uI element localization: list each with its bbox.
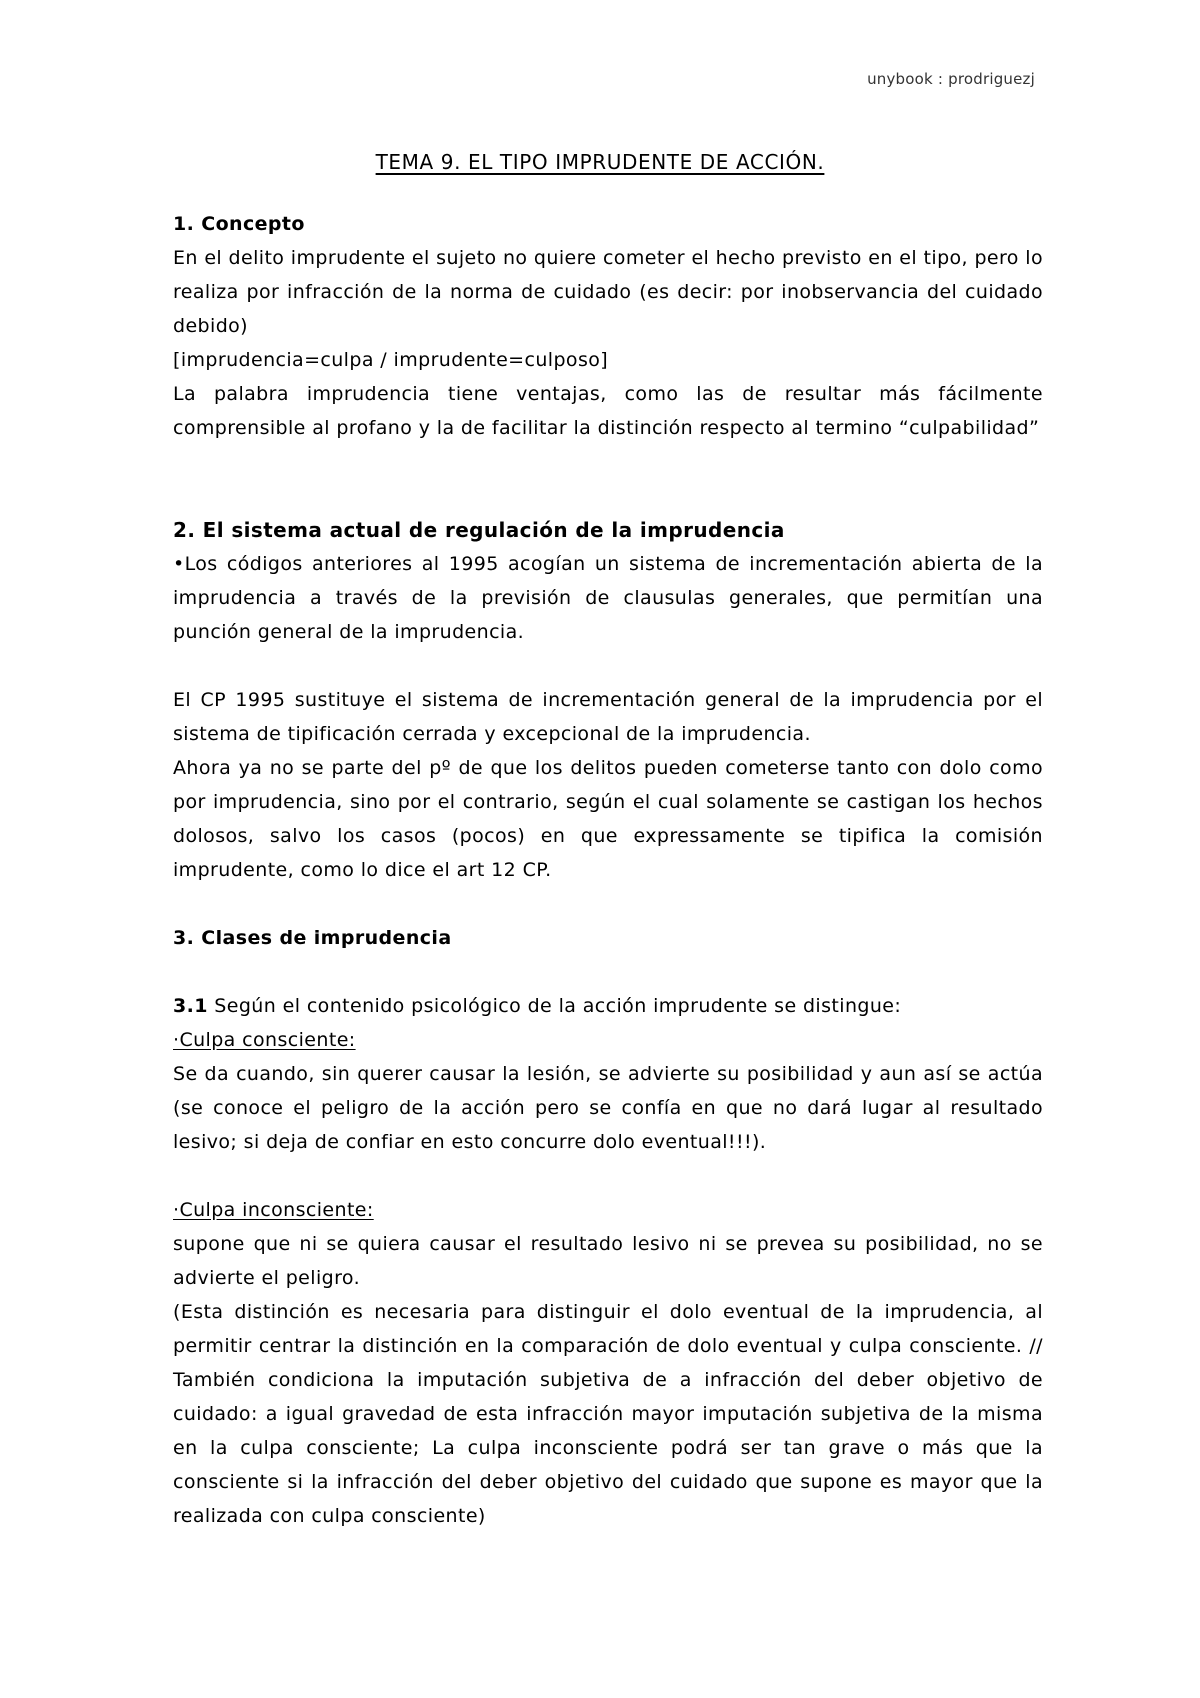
culpa-consciente-label-text: ·Culpa consciente: (173, 1029, 356, 1051)
document-body (173, 207, 1043, 1533)
section-heading-sistema: 2. El sistema actual de regulación de la imprudencia (173, 518, 785, 542)
paragraph: supone que ni se quiera causar el resultado lesivo ni se prevea su posibilidad, no se advierte el peligro. (173, 1233, 1043, 1289)
uploader-label: unybook : prodriguezj (867, 70, 1035, 88)
paragraph: •Los códigos anteriores al 1995 acogían un sistema de incrementación abierta de la imprudencia a través de la previsión de clausulas generales, que permitían una punción general de la imprudencia. (173, 553, 1043, 643)
paragraph: Ahora ya no se parte del pº de que los delitos pueden cometerse tanto con dolo como por imprudencia, sino por el contrario, según el cual solamente se castigan los hechos dolosos, salvo los casos (pocos) en que expressamente se tipifica la comisión imprudente, como lo dice el art 12 CP. (173, 757, 1043, 881)
culpa-inconsciente-label (173, 1193, 1043, 1227)
culpa-consciente-label (173, 1023, 1043, 1057)
section-heading-concepto: 1. Concepto (173, 213, 305, 235)
spacer (173, 1159, 1043, 1193)
paragraph: La palabra imprudencia tiene ventajas, como las de resultar más fácilmente comprensible al profano y la de facilitar la distinción respecto al termino “culpabilidad” (173, 383, 1043, 439)
document-title: TEMA 9. EL TIPO IMPRUDENTE DE ACCIÓN. (375, 150, 825, 174)
paragraph: El CP 1995 sustituye el sistema de incrementación general de la imprudencia por el sistema de tipificación cerrada y excepcional de la imprudencia. (173, 689, 1043, 745)
spacer (173, 887, 1043, 921)
section-heading-clases: 3. Clases de imprudencia (173, 927, 452, 949)
spacer (173, 955, 1043, 989)
subsection-number: 3.1 (173, 995, 208, 1017)
paragraph: En el delito imprudente el sujeto no quiere cometer el hecho previsto en el tipo, pero lo realiza por infracción de la norma de cuidado (es decir: por inobservancia del cuidado debido) (173, 247, 1043, 337)
paragraph: [imprudencia=culpa / imprudente=culposo] (173, 349, 609, 371)
paragraph: Se da cuando, sin querer causar la lesión, se advierte su posibilidad y aun así se actúa (se conoce el peligro de la acción pero se confía en que no dará lugar al resultado lesivo; si deja de confiar en esto concurre dolo eventual!!!). (173, 1063, 1043, 1153)
subsection-text: Según el contenido psicológico de la acción imprudente se distingue: (207, 995, 902, 1017)
paragraph: (Esta distinción es necesaria para distinguir el dolo eventual de la imprudencia, al permitir centrar la distinción en la comparación de dolo eventual y culpa consciente. // También condiciona la imputación subjetiva de a infracción del deber objetivo de cuidado: a igual gravedad de esta infracción mayor imputación subjetiva de la misma en la culpa consciente; La culpa inconsciente podrá ser tan grave o más que la consciente si la infracción del deber objetivo del cuidado que supone es mayor que la realizada con culpa consciente) (173, 1301, 1043, 1527)
subsection-line (173, 989, 1043, 1023)
spacer (173, 445, 1043, 513)
culpa-inconsciente-label-text: ·Culpa inconsciente: (173, 1199, 374, 1221)
spacer (173, 649, 1043, 683)
